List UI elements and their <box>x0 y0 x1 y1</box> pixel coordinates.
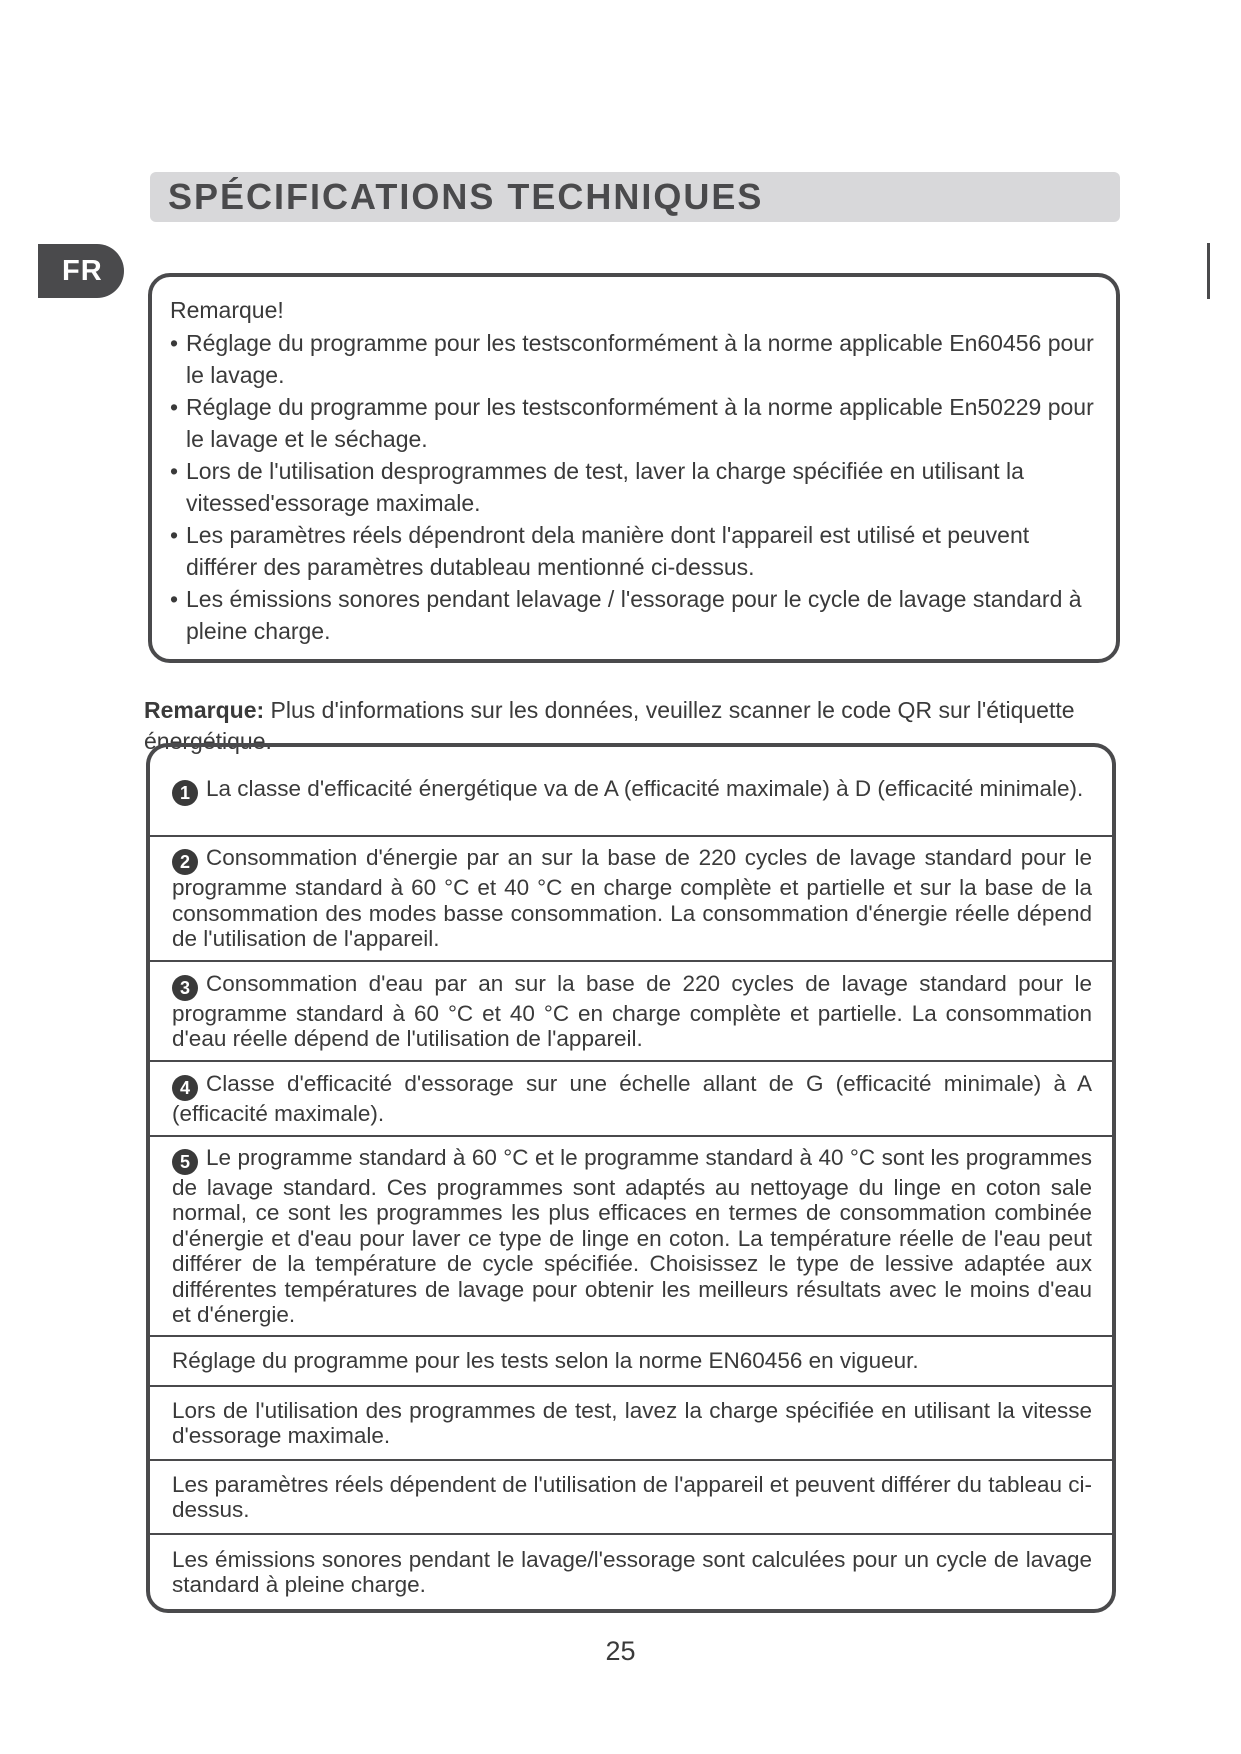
note-list <box>170 327 1102 647</box>
note-item-text: Réglage du programme pour les testsconformément à la norme applicable En50229 pour le lavage et le séchage. <box>186 394 1094 452</box>
row-text: Lors de l'utilisation des programmes de test, lavez la charge spécifiée en utilisant la vitesse d'essorage maximale. <box>172 1397 1092 1448</box>
row-text: La classe d'efficacité énergétique va de A (efficacité maximale) à D (efficacité minimale). <box>206 776 1084 801</box>
language-label: FR <box>62 254 103 287</box>
note-item: • Les émissions sonores pendant lelavage / l'essorage pour le cycle de lavage standard à pleine charge. <box>170 586 1082 644</box>
note-item: • Les paramètres réels dépendront dela manière dont l'appareil est utilisé et peuvent différer des paramètres dutableau mentionné ci-dessus. <box>170 522 1030 580</box>
note-item-text: Les émissions sonores pendant lelavage / l'essorage pour le cycle de lavage standard à pleine charge. <box>186 586 1082 644</box>
row-text: Consommation d'énergie par an sur la base de 220 cycles de lavage standard pour le programme standard à 60 °C et 40 °C en charge complète et partielle et sur la base de la consommation des modes basse consommation. La consommation d'énergie réelle dépend de l'utilisation de l'appareil. <box>172 845 1092 952</box>
note-box <box>148 273 1120 663</box>
number-badge-icon: 5 <box>172 1149 198 1175</box>
number-badge-icon: 3 <box>172 975 198 1001</box>
info-table <box>146 743 1116 1613</box>
note-item: • Réglage du programme pour les testsconformément à la norme applicable En50229 pour le lavage et le séchage. <box>170 394 1094 452</box>
row-text: Le programme standard à 60 °C et le programme standard à 40 °C sont les programmes de lavage standard. Ces programmes sont adaptés au nettoyage du linge en coton sale normal, ce sont les programmes les plus efficaces en termes de consommation combinée d'énergie et d'eau pour laver ce type de linge en coton. La température réelle de l'eau peut différer de la température de cycle spécifiée. Choisissez le type de lessive adaptée aux différentes températures de lavage pour obtenir les meilleurs résultats avec le moins d'eau et d'énergie. <box>172 1144 1092 1327</box>
language-tab <box>38 244 124 298</box>
note-item-text: Réglage du programme pour les testsconformément à la norme applicable En60456 pour le lavage. <box>186 330 1094 388</box>
section-title-bar <box>150 172 1120 222</box>
number-badge-icon: 2 <box>172 849 198 875</box>
margin-marker <box>1207 243 1210 299</box>
remark-text: Plus d'informations sur les données, veuillez scanner le code QR sur l'étiquette énergétique. <box>144 697 1075 754</box>
table-row <box>150 835 1112 960</box>
table-row <box>150 1385 1112 1459</box>
page-title: SPÉCIFICATIONS TECHNIQUES <box>168 176 764 217</box>
note-item-text: Les paramètres réels dépendront dela manière dont l'appareil est utilisé et peuvent différer des paramètres dutableau mentionné ci-dessus. <box>186 522 1030 580</box>
page-number: 25 <box>605 1636 636 1666</box>
row-text: Consommation d'eau par an sur la base de 220 cycles de lavage standard pour le programme standard à 60 °C et 40 °C en charge complète et partielle. La consommation d'eau réelle dépend de l'utilisation de l'appareil. <box>172 970 1092 1051</box>
note-item: • Réglage du programme pour les testsconformément à la norme applicable En60456 pour le lavage. <box>170 330 1094 388</box>
table-row <box>150 1335 1112 1385</box>
table-row <box>150 1135 1112 1335</box>
table-row <box>150 1533 1112 1609</box>
remark-label: Remarque: <box>144 697 265 723</box>
table-row <box>150 1060 1112 1135</box>
number-badge-icon: 4 <box>172 1075 198 1101</box>
note-heading: Remarque! <box>170 297 284 323</box>
number-badge-icon: 1 <box>172 780 198 806</box>
table-row <box>150 1459 1112 1533</box>
row-text: Les paramètres réels dépendent de l'utilisation de l'appareil et peuvent différer du tableau ci-dessus. <box>172 1471 1093 1522</box>
note-item-text: Lors de l'utilisation desprogrammes de test, laver la charge spécifiée en utilisant la vitessed'essorage maximale. <box>186 458 1024 516</box>
row-text: Classe d'efficacité d'essorage sur une échelle allant de G (efficacité minimale) à A (efficacité maximale). <box>172 1070 1092 1126</box>
table-row <box>150 747 1112 835</box>
row-text: Les émissions sonores pendant le lavage/l'essorage sont calculées pour un cycle de lavage standard à pleine charge. <box>172 1546 1092 1597</box>
row-text: Réglage du programme pour les tests selon la norme EN60456 en vigueur. <box>172 1348 919 1374</box>
table-row <box>150 960 1112 1060</box>
note-item: • Lors de l'utilisation desprogrammes de test, laver la charge spécifiée en utilisant la vitessed'essorage maximale. <box>170 458 1024 516</box>
